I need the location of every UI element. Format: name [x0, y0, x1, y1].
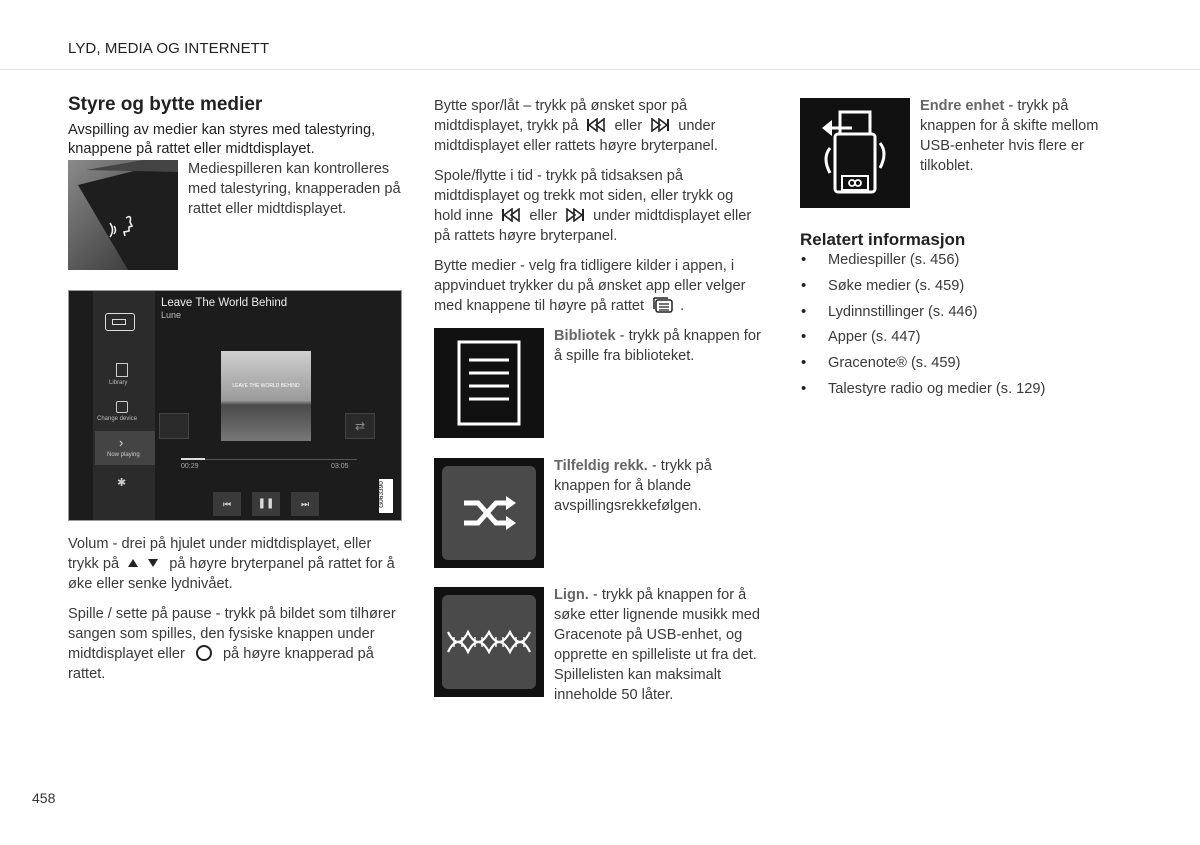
next-track-icon: ⏭ [291, 492, 319, 516]
dna-similar-icon [434, 587, 544, 697]
change-device-tile [800, 98, 910, 208]
shuffle-tile [434, 458, 544, 568]
library-icon [116, 363, 128, 377]
usb-source-icon [105, 313, 135, 331]
bluetooth-icon: ✱ [117, 477, 127, 489]
volume-paragraph [68, 534, 403, 594]
page-number: 458 [32, 790, 56, 806]
library-tile [434, 328, 544, 438]
similar-desc: - trykk på knappen for å søke etter lignende musikk med Gracenote på USB-enhet, og opprette en spilleliste ut fra det. Spillelisten kan maksimalt inneholde 50 låter. [554, 587, 761, 703]
change-track-or: eller [614, 118, 643, 134]
usb-switch-icon [800, 98, 910, 208]
change-track-text-a: Bytte spor/låt – trykk på ønsket spor på midtdisplayet, trykk på [434, 98, 688, 134]
shuffle-term: Tilfeldig rekk. [554, 458, 648, 474]
pause-icon: ❚❚ [252, 492, 280, 516]
shuffle-small-icon: ⇄ [345, 413, 375, 439]
change-track-paragraph [434, 96, 764, 156]
voice-control-paragraph: Mediespilleren kan kontrolleres med talestyring, knapperaden på rattet eller midtdisplayet. [188, 161, 401, 217]
change-media-text-b: . [680, 298, 685, 314]
intro-paragraph: Avspilling av medier kan styres med talestyring, knappene på rattet eller midtdisplayet. [68, 122, 376, 157]
change-device-term: Endre enhet [920, 98, 1005, 114]
similar-term: Lign. [554, 587, 589, 603]
rewind-icon [501, 208, 521, 222]
shuffle-paragraph [554, 456, 766, 516]
image-code: G063390 [377, 481, 385, 508]
skip-back-icon [586, 118, 606, 132]
play-text-b: på høyre knapperad på rattet. [68, 646, 374, 682]
library-paragraph [554, 326, 766, 366]
image-code-box [379, 479, 393, 513]
seek-text-b: under midtdisplayet eller på rattets høyre bryterpanel. [434, 208, 752, 244]
source-list-icon [652, 296, 676, 314]
similar-small-icon [159, 413, 189, 439]
header-rule [0, 69, 1200, 70]
sidebar-change-device-label: Change device [97, 416, 138, 422]
seek-or: eller [529, 208, 557, 224]
change-device-paragraph [920, 96, 1125, 176]
fast-forward-icon [565, 208, 585, 222]
similar-tile [434, 587, 544, 697]
now-playing-item [95, 431, 155, 465]
related-link[interactable]: • Talestyre radio og medier (s. 129) [800, 379, 1120, 405]
time-total: 03:05 [331, 463, 349, 470]
seek-paragraph [434, 166, 764, 246]
change-device-desc: - trykk på knappen for å skifte mellom USB-enheter hvis flere er tilkoblet. [920, 98, 1099, 174]
track-title: Leave The World Behind [161, 297, 288, 309]
similar-paragraph [554, 585, 766, 705]
time-elapsed: 00:29 [181, 463, 199, 470]
change-track-text-b: under midtdisplayet eller rattets høyre bryterpanel. [434, 118, 718, 154]
section-title: Styre og bytte medier [68, 94, 263, 115]
related-info-title: Relatert informasjon [800, 230, 966, 249]
change-media-paragraph [434, 256, 764, 316]
sidebar-now-playing-label: Now playing [107, 452, 140, 458]
shuffle-desc: - trykk på knappen for å blande avspillingsrekkefølgen. [554, 458, 712, 514]
library-term: Bibliotek [554, 328, 616, 344]
album-art-text: LEAVE THE WORLD BEHIND [232, 383, 300, 389]
library-list-icon [434, 328, 544, 438]
related-link[interactable]: • Søke medier (s. 459) [800, 276, 1120, 302]
related-info-list [800, 250, 1120, 405]
change-media-text-a: Bytte medier - velg fra tidligere kilder i appen, i appvinduet trykker du på ønsket app eller velger med knappene til høyre på rattet [434, 258, 746, 314]
related-link[interactable]: • Gracenote® (s. 459) [800, 353, 1120, 379]
album-art [221, 351, 311, 441]
volume-text-a: Volum - drei på hjulet under midtdisplayet, eller trykk på [68, 536, 372, 572]
related-link[interactable]: • Lydinnstillinger (s. 446) [800, 302, 1120, 328]
previous-track-icon: ⏮ [213, 492, 241, 516]
library-desc: - trykk på knappen for å spille fra biblioteket. [554, 328, 761, 364]
circle-button-icon [193, 644, 215, 662]
up-down-arrows-icon [127, 556, 161, 570]
progress-fill [181, 458, 205, 460]
related-link[interactable]: • Mediespiller (s. 456) [800, 250, 1120, 276]
progress-track [181, 459, 357, 460]
shuffle-icon [434, 458, 544, 568]
chevron-right-icon: › [119, 435, 124, 450]
change-device-icon [116, 401, 128, 413]
sidebar-library-label: Library [109, 380, 128, 386]
seek-text-a: Spole/flytte i tid - trykk på tidsaksen på midtdisplayet og trekk mot siden, eller trykk og hold inne [434, 168, 734, 224]
volume-text-b: på høyre bryterpanel på rattet for å øke eller senke lydnivået. [68, 556, 395, 592]
voice-control-button-photo [68, 160, 178, 270]
play-pause-paragraph [68, 604, 403, 684]
related-link[interactable]: • Apper (s. 447) [800, 327, 1120, 353]
play-text-a: Spille / sette på pause - trykk på bildet som tilhører sangen som spilles, den fysiske knappen under midtdisplayet eller [68, 606, 396, 662]
section-header: LYD, MEDIA OG INTERNETT [68, 40, 270, 57]
track-artist: Lune [161, 310, 182, 320]
media-player-screenshot [68, 290, 402, 521]
skip-forward-icon [650, 118, 670, 132]
